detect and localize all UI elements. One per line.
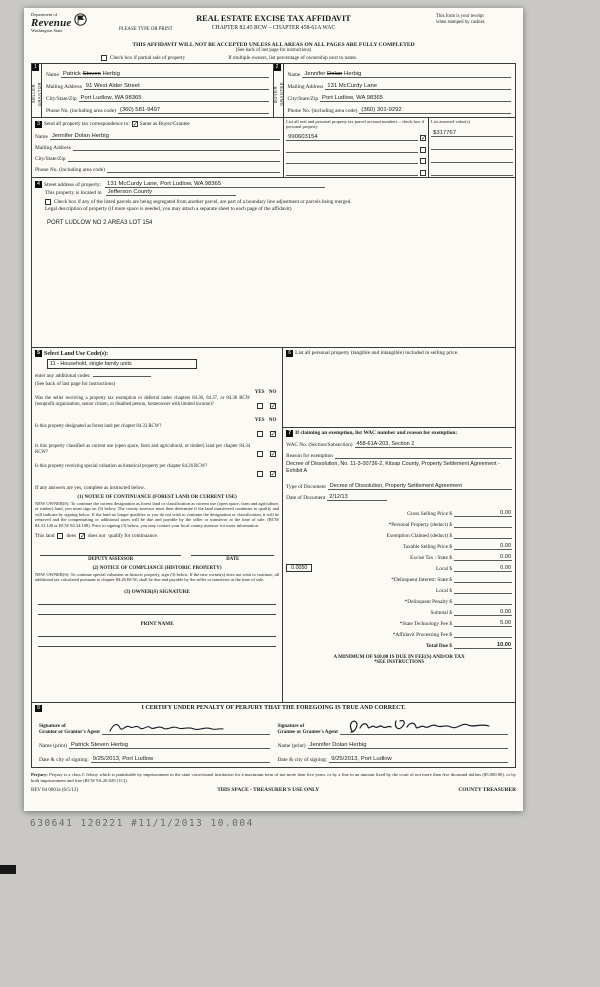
corr-name-label: Name: [35, 134, 48, 140]
grantor-date-city-value[interactable]: 9/25/2013, Port Ludlow: [91, 756, 270, 763]
grantor-sig-label-1: Signature of: [39, 722, 66, 729]
main-block: [31, 348, 516, 703]
corr-phone-label: Phone No. (including area code): [35, 167, 105, 173]
located-in-label: This property is located in: [45, 190, 102, 196]
no-header-2: NO: [268, 418, 277, 423]
section-6-badge: 6: [286, 350, 293, 357]
taxable-selling-price-label: Taxable Selling Price $: [402, 544, 452, 551]
receipt-note-line2: when stamped by cashier.: [436, 19, 486, 25]
personal-property-header: List all personal property (tangible and intangible) included in selling price.: [295, 350, 459, 356]
send-correspondence-label: Send all property tax correspondence to:: [44, 121, 130, 127]
q2-yes-checkbox[interactable]: [257, 431, 263, 437]
delinquent-interest-local-value[interactable]: [454, 587, 512, 594]
parcel-4-personal-checkbox[interactable]: [420, 170, 426, 176]
seller-name-first: Patrick: [62, 71, 81, 77]
buyer-name-last: Herbig: [344, 71, 362, 77]
doc-type-value[interactable]: Decree of Dissolution, Property Settlement Agreement: [328, 483, 512, 490]
question-current-use: [35, 444, 279, 463]
delinquent-penalty-value[interactable]: [454, 598, 512, 605]
corr-name-value[interactable]: Jennifer Dolan Herbig: [50, 133, 280, 140]
q3-yes-checkbox[interactable]: [257, 451, 263, 457]
reason-value[interactable]: Decree of Dissolution, No. 11-3-00736-2, Kitsap County, Property Settlement Agreement - Exhibit A: [286, 461, 500, 475]
buyer-name-first: Jennifer: [304, 71, 326, 77]
partial-sale-checkbox[interactable]: [101, 55, 107, 61]
located-in-value[interactable]: Jefferson County: [106, 189, 236, 196]
grantee-side-label: GRANTEE: [278, 82, 284, 106]
section-8-badge: 8: [35, 705, 42, 712]
see-back-note: (See back of last page for instructions): [235, 48, 312, 53]
section-property-address: [31, 178, 516, 348]
doc-type-label: Type of Document: [286, 484, 326, 491]
grantee-date-city-label: Date & city of signing:: [277, 757, 328, 763]
please-type-label: PLEASE TYPE OR PRINT: [119, 27, 173, 32]
grantee-signature[interactable]: [340, 713, 508, 735]
print-name-label: PRINT NAME: [140, 620, 174, 627]
yes-header: YES: [254, 390, 265, 395]
q3-no-checkbox[interactable]: ✓: [270, 450, 277, 459]
corr-address-label: Mailing Address: [35, 145, 71, 151]
affidavit-processing-fee-label: *Affidavit Processing Fee $: [392, 632, 452, 639]
treasurer-space-label: THIS SPACE - TREASURER'S USE ONLY: [217, 787, 320, 794]
tax-row: [286, 561, 512, 572]
parcel-2-value[interactable]: [286, 146, 418, 153]
no-header: NO: [268, 390, 277, 395]
excise-tax-state-label: Excise Tax : State $: [410, 555, 452, 562]
grantor-signature-scribble: [106, 720, 226, 736]
notice-continuance-body: NEW OWNER(S): To continue the current designation as forest land or classification as current use (open space, farm and agriculture, or timber) land, you must sign on (3) below. The county assessor must then determine if the land transferred continues to qualify and will indicate by signing below. If the land no longer qualifies or you do not wish to continue the designation or classification, it will be removed and the compensating or additional taxes will be due and payable by the seller or transferor at the time of sale. (RCW 84.33.140 or RCW 84.34.108). Prior to signing (3) below, you may contact your local county assessor for more information.: [35, 501, 280, 528]
tax-row: [286, 506, 512, 517]
dept-state-text: Washington State: [31, 27, 63, 33]
seller-buyer-row: [31, 63, 516, 118]
tax-row: [286, 605, 512, 616]
q1-yes-checkbox[interactable]: [257, 403, 263, 409]
does-not-checkbox[interactable]: ✓: [79, 531, 86, 540]
yes-header-2: YES: [254, 418, 265, 423]
personal-property-deduct-value[interactable]: [454, 521, 512, 528]
does-not-label: does not: [87, 532, 106, 539]
deputy-date-line[interactable]: [191, 547, 274, 556]
deputy-assessor-row: [35, 547, 279, 562]
yes-no-header-2: [35, 418, 279, 423]
recording-stamp-line: 630641 120221 #11/1/2013 10.004: [30, 818, 254, 829]
seller-csz-value[interactable]: Port Ludlow, WA 98365: [79, 95, 269, 102]
tax-row: [286, 528, 512, 539]
section-7-badge: 7: [286, 430, 293, 437]
chapter-line: CHAPTER 82.45 RCW – CHAPTER 458-61A WAC: [211, 25, 336, 31]
warning-line: THIS AFFIDAVIT WILL NOT BE ACCEPTED UNLESS ALL AREAS ON ALL PAGES ARE FULLY COMPLETED: [132, 42, 415, 48]
land-use-see-back: (See back of last page for instructions): [35, 381, 116, 387]
owners-signature-label: (3) OWNER(S) SIGNATURE: [124, 588, 190, 595]
grantor-signature-block: [35, 713, 274, 763]
state-technology-fee-value[interactable]: 5.00: [454, 620, 512, 627]
perjury-label: Perjury:: [31, 772, 48, 777]
parcel-1-value[interactable]: 990603154: [286, 134, 418, 141]
buyer-phone-label: Phone No. (including area code): [287, 108, 358, 114]
seller-name-last: Herbig: [102, 71, 120, 77]
delinquent-interest-state-label: *Delinquent Interest: State $: [391, 577, 452, 584]
section-1-badge: 1: [32, 64, 39, 71]
tax-row: [286, 572, 512, 583]
taxable-selling-price-value[interactable]: 0.00: [454, 543, 512, 550]
yes-no-header: [35, 390, 279, 395]
grantee-date-city-value[interactable]: 9/25/2013, Port Ludlow: [329, 756, 508, 763]
q3-text: Is this property classified as current use (open space, farm and agricultural, or timber) land per chapter 84.34 RCW?: [35, 444, 251, 455]
delinquent-interest-state-value[interactable]: [454, 576, 512, 583]
section-buyer: [274, 64, 516, 117]
reason-label: Reason for exemption: [286, 453, 333, 459]
q4-text: Is this property receiving special valuation as historical property per chapter 84.26 RCW?: [35, 464, 208, 469]
buyer-name-value[interactable]: [302, 71, 511, 78]
grantor-name-print-value[interactable]: Patrick Steven Herbig: [69, 742, 270, 749]
assessed-values-header: List assessed value(s): [431, 119, 471, 124]
notice-compliance-body: NEW OWNER(S): To continue special valuation as historic property, sign (3) below. If the new owner(s) does not wish to continue, all additional tax calculated pursuant to chapter 84.26 RCW, shall be due and payable by the seller or transferor at the time of sale.: [35, 571, 280, 583]
tax-row: [286, 594, 512, 605]
deputy-date-label: DATE: [226, 556, 240, 562]
corr-csz-value[interactable]: [68, 155, 281, 162]
exemption-claimed-value[interactable]: [454, 532, 512, 539]
same-as-buyer-label: Same as Buyer/Grantee: [139, 121, 190, 127]
certify-statement: I CERTIFY UNDER PENALTY OF PERJURY THAT THE FOREGOING IS TRUE AND CORRECT.: [141, 705, 406, 711]
land-use-code-input[interactable]: 11 - Household, single family units: [47, 359, 197, 369]
assessed-3-value[interactable]: [431, 156, 513, 163]
grantor-signature[interactable]: [102, 713, 270, 735]
land-use-label: Select Land Use Code(s):: [44, 350, 109, 357]
section-land-use: [32, 348, 283, 702]
total-due-value[interactable]: 10.00: [454, 642, 512, 649]
doc-date-label: Date of Document: [286, 495, 326, 502]
q1-text: Was the seller receiving a property tax exemption or deferral under chapters 84.36, 84.37, or 84.38 RCW (nonprofit organization, senior citizen, or disabled person, homeowner with limited income)?: [35, 396, 251, 407]
section-5-badge: 5: [35, 350, 42, 357]
grantee-signature-scribble: [344, 716, 494, 736]
subtotal-value[interactable]: 0.00: [454, 609, 512, 616]
delinquent-penalty-label: *Delinquent Penalty $: [404, 599, 452, 606]
deputy-assessor-signature-line[interactable]: [40, 547, 181, 556]
wac-label: WAC No. (Section/Subsection): [286, 442, 353, 448]
section-personal-property: [283, 348, 515, 428]
grantee-sig-label-2: Grantee or Grantee's Agent: [277, 728, 338, 735]
additional-codes-label: enter any additional codes:: [35, 373, 91, 379]
question-historic-property: [35, 464, 279, 483]
grantee-signature-block: [274, 713, 513, 763]
section-2-badge: 2: [274, 64, 281, 71]
same-as-buyer-checkbox[interactable]: ✓: [132, 120, 139, 128]
tax-row: [286, 638, 512, 649]
wac-value[interactable]: 458-61A-203, Section 2: [355, 441, 512, 448]
partial-sale-label: Check box if partial sale of property: [110, 55, 186, 61]
buyer-name-struck: Dolan: [326, 71, 343, 77]
delinquent-interest-local-label: Local $: [435, 588, 452, 595]
does-label: does: [66, 532, 76, 539]
continuance-post: qualify for continuance.: [108, 532, 159, 539]
parcel-3-value[interactable]: [286, 157, 418, 164]
section-exemption: [283, 428, 515, 702]
grantor-name-print-label: Name (print): [39, 743, 67, 749]
buyer-side-label: BUYER: [272, 85, 278, 103]
buyer-csz-value[interactable]: Port Ludlow, WA 98365: [320, 95, 511, 102]
exemption-claimed-label: Exemption Claimed (deduct) $: [386, 533, 452, 540]
dept-small-text: Department of: [31, 12, 58, 17]
corr-csz-label: City/State/Zip: [35, 156, 66, 162]
grantee-sig-label-1: Signature of: [277, 722, 305, 729]
section-seller: [32, 64, 274, 117]
see-instructions-note: *SEE INSTRUCTIONS: [373, 660, 425, 666]
seller-address-label: Mailing Address: [46, 84, 82, 90]
gross-selling-price-label: Gross Selling Price $: [407, 511, 452, 518]
parcel-1-personal-checkbox[interactable]: ✓: [421, 134, 427, 143]
tax-row: [286, 550, 512, 561]
form-header: [31, 13, 516, 40]
question-exemption-deferral: [35, 396, 279, 415]
excise-tax-local-value[interactable]: 0.00: [454, 565, 512, 572]
grantee-name-print-value[interactable]: Jennifer Dolan Herbig: [308, 742, 509, 749]
question-forest-land: [35, 424, 279, 443]
q2-text: Is this property designated as forest land per chapter 84.33 RCW?: [35, 424, 162, 429]
street-address-value[interactable]: 131 McCurdy Lane, Port Ludlow, WA 98365: [105, 181, 325, 188]
gross-selling-price-value[interactable]: 0.00: [454, 510, 512, 517]
section-3-badge: 3: [35, 121, 42, 128]
street-address-label: Street address of property:: [44, 182, 102, 188]
grantor-side-label: GRANTOR: [37, 81, 42, 107]
notice-continuance-title: (1) NOTICE OF CONTINUANCE (FOREST LAND OR CURRENT USE): [77, 495, 237, 500]
total-due-label: Total Due $: [425, 643, 452, 650]
seller-name-label: Name: [46, 72, 59, 78]
notice-compliance-title: (2) NOTICE OF COMPLIANCE (HISTORIC PROPERTY): [92, 565, 222, 571]
buyer-side-strip: [274, 64, 284, 117]
deputy-assessor-label: DEPUTY ASSESSOR: [88, 556, 134, 562]
seller-phone-value[interactable]: (360) 581-9497: [118, 107, 269, 114]
affidavit-processing-fee-value[interactable]: [454, 631, 512, 638]
tax-row: [286, 583, 512, 594]
local-rate-box: 0.0050: [286, 564, 312, 572]
seller-side-strip: [32, 64, 42, 117]
excise-tax-state-value[interactable]: 0.00: [454, 554, 512, 561]
q2-no-checkbox[interactable]: ✓: [270, 430, 277, 439]
seller-address-value[interactable]: 91 West Alder Street: [84, 83, 269, 90]
scan-edge-mark: [0, 865, 16, 874]
state-technology-fee-label: *State Technology Fee $: [399, 621, 452, 628]
tax-row: [286, 539, 512, 550]
seller-name-struck: Steven: [82, 71, 101, 77]
q1-no-checkbox[interactable]: ✓: [270, 402, 277, 411]
rev-number: REV 84 0001a (6/5/13): [31, 788, 78, 794]
legal-description-value[interactable]: PORT LUDLOW NO 2 AREA3 LOT 154: [47, 220, 153, 226]
partial-sale-row: [31, 55, 516, 61]
does-checkbox[interactable]: [57, 533, 63, 539]
dor-flag-icon: [74, 13, 87, 26]
legal-description-label: Legal description of property (if more space is needed, you may attach a separate sheet to each page of the affidavit): [45, 206, 292, 212]
grantee-name-print-label: Name (print): [277, 743, 306, 749]
scanned-affidavit-form: [24, 8, 523, 811]
dept-name-text: Revenue: [31, 16, 72, 29]
parcel-4-value[interactable]: [286, 169, 418, 176]
doc-date-value[interactable]: 2/12/13: [327, 494, 387, 501]
tax-row: [286, 627, 512, 638]
minimum-due-note: A MINIMUM OF $10.00 IS DUE IN FEE(S) AND/OR TAX: [333, 654, 465, 661]
print-name-line-2[interactable]: [38, 637, 276, 647]
buyer-phone-value[interactable]: (360) 301-9292: [359, 107, 511, 114]
buyer-address-value[interactable]: 131 McCurdy Lane: [325, 83, 511, 90]
excise-tax-local-label: Local $: [435, 566, 452, 573]
dor-logo: [31, 13, 115, 33]
county-treasurer-label: COUNTY TREASURER: [458, 787, 516, 794]
assessed-4-value[interactable]: [431, 169, 513, 176]
seller-csz-label: City/State/Zip: [46, 96, 77, 102]
additional-codes-input[interactable]: [93, 371, 151, 377]
reason-line[interactable]: [335, 452, 512, 459]
exemption-header: If claiming an exemption, list WAC number and reason for exemption:: [295, 430, 458, 436]
personal-property-deduct-label: *Personal Property (deduct) $: [388, 522, 452, 529]
buyer-address-label: Mailing Address: [287, 84, 324, 90]
buyer-name-label: Name: [287, 72, 301, 78]
form-footer: [31, 787, 516, 793]
segregated-label: Check box if any of the listed parcels are being segregated from another parcel, are part of a boundary line adjustment or parcels being merged.: [54, 199, 352, 205]
owner-signature-line-1[interactable]: [38, 595, 276, 605]
section-correspondence: [31, 118, 516, 178]
segregated-checkbox[interactable]: [45, 199, 51, 205]
print-name-line-1[interactable]: [38, 627, 276, 637]
tax-row: [286, 616, 512, 627]
section-certification: [31, 703, 516, 768]
continuance-pre: This land: [35, 532, 55, 539]
corr-phone-value[interactable]: [107, 166, 280, 173]
perjury-body: Perjury is a class C felony which is punishable by imprisonment in the state correctional institution for a maximum term of not more than five years, or by a fine in an amount fixed by the court of not more than five thousand dollars ($5,000.00), or by both imprisonment and fine (RCW 9A.20.020 (1C)).: [31, 772, 517, 783]
assessed-1-value[interactable]: $317767: [431, 130, 513, 137]
grantor-sig-label-2: Grantor or Grantor's Agent: [39, 728, 100, 735]
if-yes-note: If any answers are yes, complete as instructed below.: [35, 485, 146, 491]
seller-side-label: SELLER: [31, 84, 36, 104]
corr-address-value[interactable]: [73, 144, 280, 151]
owner-signature-line-2[interactable]: [38, 605, 276, 615]
parcel-numbers-header: List all real and personal property tax parcel account numbers – check box if personal property: [286, 119, 425, 130]
q4-no-checkbox[interactable]: ✓: [270, 470, 277, 479]
continuance-row: [35, 533, 279, 539]
section-4-badge: 4: [35, 181, 42, 188]
buyer-csz-label: City/State/Zip: [287, 96, 319, 102]
multiple-owners-note: If multiple owners, list percentage of ownership next to name.: [228, 55, 358, 61]
subtotal-label: Subtotal $: [430, 610, 452, 617]
seller-phone-label: Phone No. (including area code): [46, 108, 116, 114]
seller-name-value[interactable]: [61, 71, 269, 78]
grantor-date-city-label: Date & city of signing:: [39, 757, 89, 763]
q4-yes-checkbox[interactable]: [257, 471, 263, 477]
tax-row: [286, 517, 512, 528]
form-title: REAL ESTATE EXCISE TAX AFFIDAVIT: [196, 14, 351, 23]
receipt-note: [436, 14, 516, 26]
perjury-note: [31, 772, 516, 783]
assessed-2-value[interactable]: [431, 143, 513, 150]
receipt-note-line1: This form is your receipt: [436, 14, 484, 19]
